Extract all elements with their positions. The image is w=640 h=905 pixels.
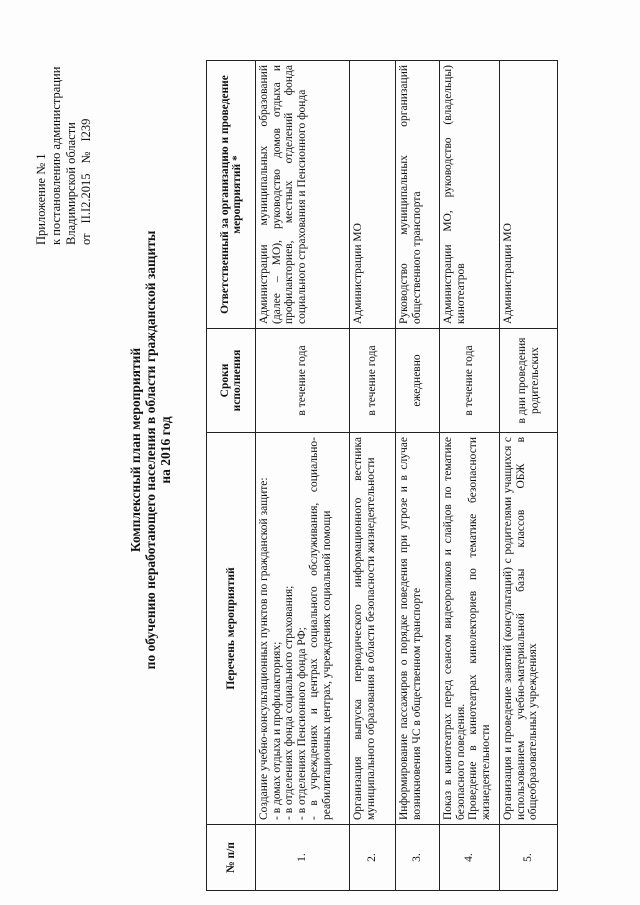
date-prefix: от — [79, 233, 93, 245]
row-activity — [396, 433, 440, 825]
title-line-3: на 2016 год — [158, 416, 173, 484]
header-num: № п/п — [207, 825, 256, 891]
appendix-line-2: Владимирской области — [64, 122, 78, 245]
activity-item: Информирование пассажиров о порядке поведения при угрозе и в случае возникновения ЧС в общественном транспорте — [398, 437, 423, 820]
table-row — [396, 61, 440, 891]
header-activity: Перечень мероприятий — [207, 433, 256, 825]
activity-item: - в учреждениях и центрах социального обслуживания, социально-реабилитационных центрах, учреждениях социальной помощи — [308, 437, 333, 820]
activity-item: Проведение в кинотеатрах кинолекториев по тематике безопасности жизнедеятельности — [467, 437, 492, 820]
row-num: 1. — [256, 825, 350, 891]
row-due: ежедневно — [396, 329, 440, 433]
row-activity — [350, 433, 396, 825]
header-due: Сроки исполнения — [207, 329, 256, 433]
document-title — [128, 145, 173, 755]
row-num: 4. — [440, 825, 500, 891]
row-num: 3. — [396, 825, 440, 891]
activities-table — [206, 60, 558, 891]
row-activity — [256, 433, 350, 825]
row-due: в течение года — [256, 329, 350, 433]
table-header-row — [207, 61, 256, 891]
row-responsible: Администрации МО — [350, 61, 396, 329]
appendix-title: Приложение № 1 — [34, 153, 48, 245]
table-row — [440, 61, 500, 891]
activity-item: Показ в кинотеатрах перед сеансом видеороликов и слайдов по тематике безопасного поведения. — [442, 437, 467, 820]
title-line-2: по обучению неработающего населения в области гражданской защиты — [143, 230, 158, 670]
row-responsible: Администрации муниципальных образований (далее – МО), руководство домов отдыха и профилакториев, местных отделений фонда социального страхования и Пенсионного фонда — [256, 61, 350, 329]
activity-item: - в отделениях Пенсионного фонда РФ; — [295, 627, 308, 820]
number-prefix: № — [79, 151, 93, 164]
appendix-line-1: к постановлению администрации — [49, 66, 63, 245]
row-num: 2. — [350, 825, 396, 891]
row-activity — [500, 433, 558, 825]
activity-item: - в домах отдыха и профилакториях; — [270, 641, 283, 820]
table-row — [500, 61, 558, 891]
decree-date-number — [79, 5, 94, 245]
decree-number: I239 — [79, 118, 93, 142]
appendix-header — [34, 5, 94, 245]
row-due: в течение года — [440, 329, 500, 433]
decree-date: II.I2.2015 — [79, 173, 93, 224]
activity-item: - в отделениях фонда социального страхования; — [283, 585, 295, 820]
row-activity — [440, 433, 500, 825]
table-row — [350, 61, 396, 891]
table-row — [256, 61, 350, 891]
row-due: в течение года — [350, 329, 396, 433]
header-responsible: Ответственный за организацию и проведение мероприятий * — [207, 61, 256, 329]
row-responsible: Администрации МО — [500, 61, 558, 329]
activity-item: Организация выпуска периодического информационного вестника муниципального образования в области безопасности жизнедеятельности — [352, 437, 377, 820]
row-responsible: Руководство муниципальных организаций общественного транспорта — [396, 61, 440, 329]
activity-item: Создание учебно-консультационных пунктов по гражданской защите: — [258, 477, 270, 820]
row-num: 5. — [500, 825, 558, 891]
row-due: в дни проведения родительских — [500, 329, 558, 433]
row-responsible: Администрации МО, руководство (владельцы) кинотеатров — [440, 61, 500, 329]
activity-item: Организация и проведение занятий (консультаций) с родителями учащихся с использованием учебно-материальной базы классов ОБЖ в общеобразовательных учреждениях — [502, 437, 539, 820]
title-line-1: Комплексный план мероприятий — [128, 347, 143, 553]
